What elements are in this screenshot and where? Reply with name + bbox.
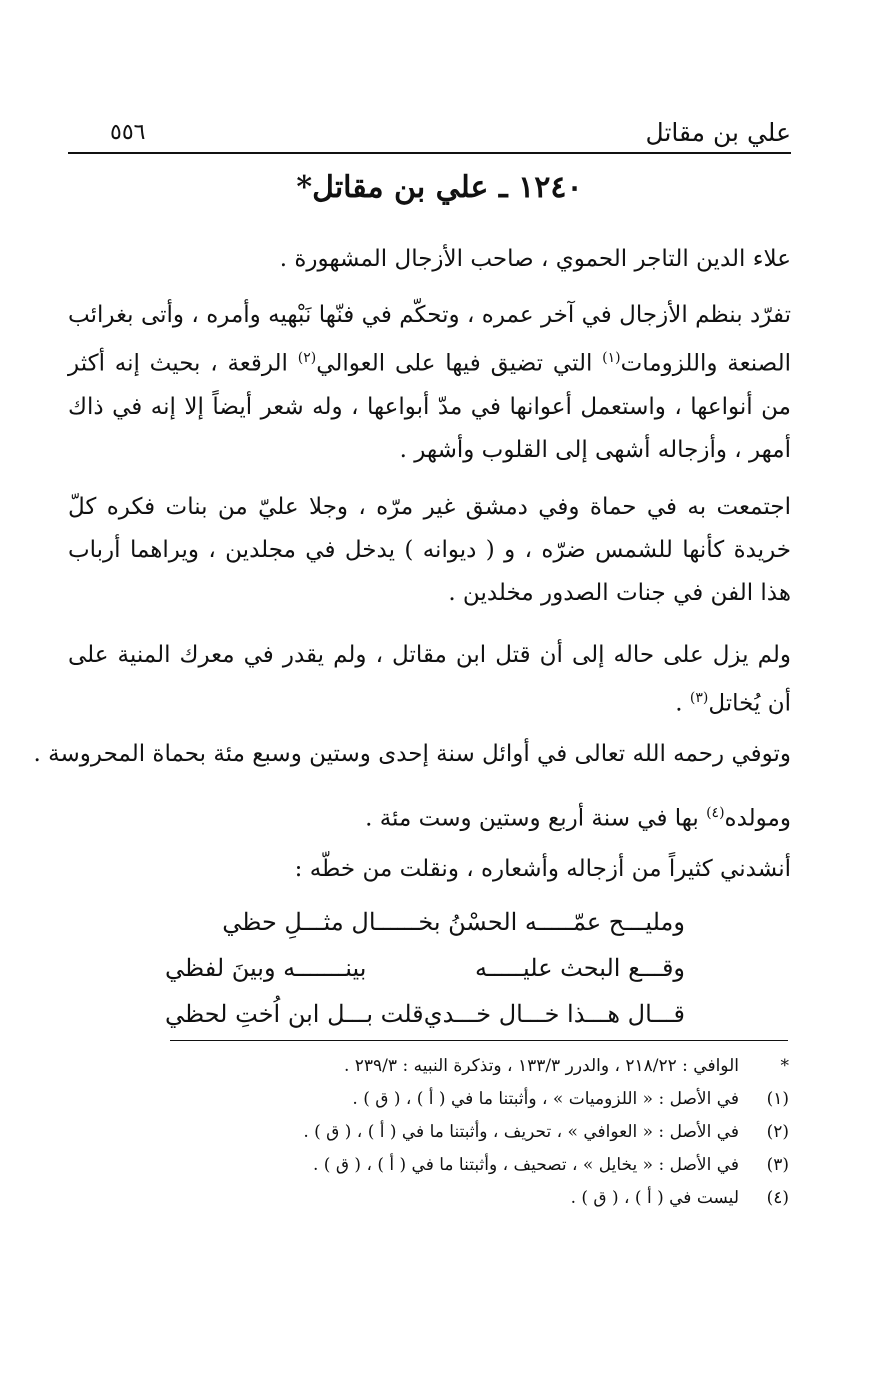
footnote-marker: (٣) xyxy=(766,1155,789,1175)
paragraph-6 xyxy=(365,792,791,841)
footnote-marker: * xyxy=(780,1056,789,1076)
paragraph-7: أنشدني كثيراً من أزجاله وأشعاره ، ونقلت من خطّه : xyxy=(294,856,791,882)
footnote xyxy=(149,1182,789,1215)
footnote-marker: (٢) xyxy=(766,1122,789,1142)
footnote-ref-4: (٤) xyxy=(706,805,725,821)
verse-first-hemistich: ومليـــح عمّـــــه الحسْنُ بخــــــال مثـــلِ حظي xyxy=(222,908,685,936)
footnote-text: في الأصل : « اللزوميات » ، وأثبتنا ما في ( أ ) ، ( ق ) . xyxy=(352,1089,739,1109)
paragraph-5: وتوفي رحمه الله تعالى في أوائل سنة إحدى وستين وسبع مئة بحماة المحروسة . xyxy=(33,741,791,767)
paragraph-2-text-a: تفرّد بنظم الأزجال في آخر عمره ، وتحكّم في فنّها نَبْهيه وأمره ، وأتى بغرائب الصنعة واللزومات xyxy=(68,302,792,377)
paragraph-2 xyxy=(68,294,791,472)
footnote-text: في الأصل : « يخايل » ، تصحيف ، وأثبتنا ما في ( أ ) ، ( ق ) . xyxy=(312,1155,739,1175)
poem-verse xyxy=(165,908,685,954)
poem xyxy=(165,908,685,1046)
footnotes xyxy=(149,1050,789,1215)
verse-first-hemistich: وقـــع البحث عليـــــه xyxy=(475,954,685,982)
entry-heading: ١٢٤٠ ـ علي بن مقاتل* xyxy=(296,170,583,205)
footnote-marker: (٤) xyxy=(766,1188,789,1208)
footnote xyxy=(149,1050,789,1083)
verse-second-hemistich: بينـــــــه وبينَ لفظي xyxy=(165,954,367,982)
running-head xyxy=(68,118,791,154)
footnote-text: الوافي : ٢١٨/٢٢ ، والدرر ١٣٣/٣ ، وتذكرة النبيه : ٢٣٩/٣ . xyxy=(343,1056,739,1076)
footnote-text: ليست في ( أ ) ، ( ق ) . xyxy=(570,1188,739,1208)
paragraph-1: علاء الدين التاجر الحموي ، صاحب الأزجال المشهورة . xyxy=(279,246,791,272)
poem-verse xyxy=(165,954,685,1000)
verse-first-hemistich: قـــال هـــذا خـــال خـــدي xyxy=(423,1000,685,1028)
paragraph-4-text-a: ولم يزل على حاله إلى أن قتل ابن مقاتل ، ولم يقدر في معرك المنية على أن يُخاتل xyxy=(68,642,791,717)
footnote-text: في الأصل : « العوافي » ، تحريف ، وأثبتنا ما في ( أ ) ، ( ق ) . xyxy=(303,1122,739,1142)
running-head-title: علي بن مقاتل xyxy=(645,118,791,147)
footnote xyxy=(149,1149,789,1182)
paragraph-2-text-c: الرقعة ، بحيث إنه أكثر من أنواعها ، واستعمل أعوانها في مدّ أبواعها ، وله شعر أيضاً إلا إنه في ذاك أمهر ، وأزجاله أشهى إلى القلوب وأشهر . xyxy=(68,350,791,463)
paragraph-2-text-b: التي تضيق فيها على العوالي xyxy=(316,350,603,377)
verse-second-hemistich: قلت بـــل ابن اُختِ لحظي xyxy=(165,1000,424,1028)
paragraph-4 xyxy=(68,634,791,726)
page-number: ٥٥٦ xyxy=(110,120,146,145)
footnote-ref-1: (١) xyxy=(602,350,621,366)
paragraph-3: اجتمعت به في حماة وفي دمشق غير مرّه ، وجلا عليّ من بنات فكره كلّ خريدة كأنها للشمس ضرّه ، و ( ديوانه ) يدخل في مجلدين ، ويراهما أرباب هذا الفن في جنات الصدور مخلدين . xyxy=(68,494,791,606)
paragraph-4-text-b: . xyxy=(675,690,690,717)
footnote xyxy=(149,1116,789,1149)
paragraph-6-text-b: بها في سنة أربع وستين وست مئة . xyxy=(365,805,707,832)
paragraph-6-text-a: ومولده xyxy=(724,805,791,832)
footnote-marker: (١) xyxy=(766,1089,789,1109)
footnote-ref-2: (٢) xyxy=(297,350,317,366)
footnote-ref-3: (٣) xyxy=(689,690,709,706)
footnote-divider xyxy=(170,1040,788,1041)
footnote xyxy=(149,1083,789,1116)
